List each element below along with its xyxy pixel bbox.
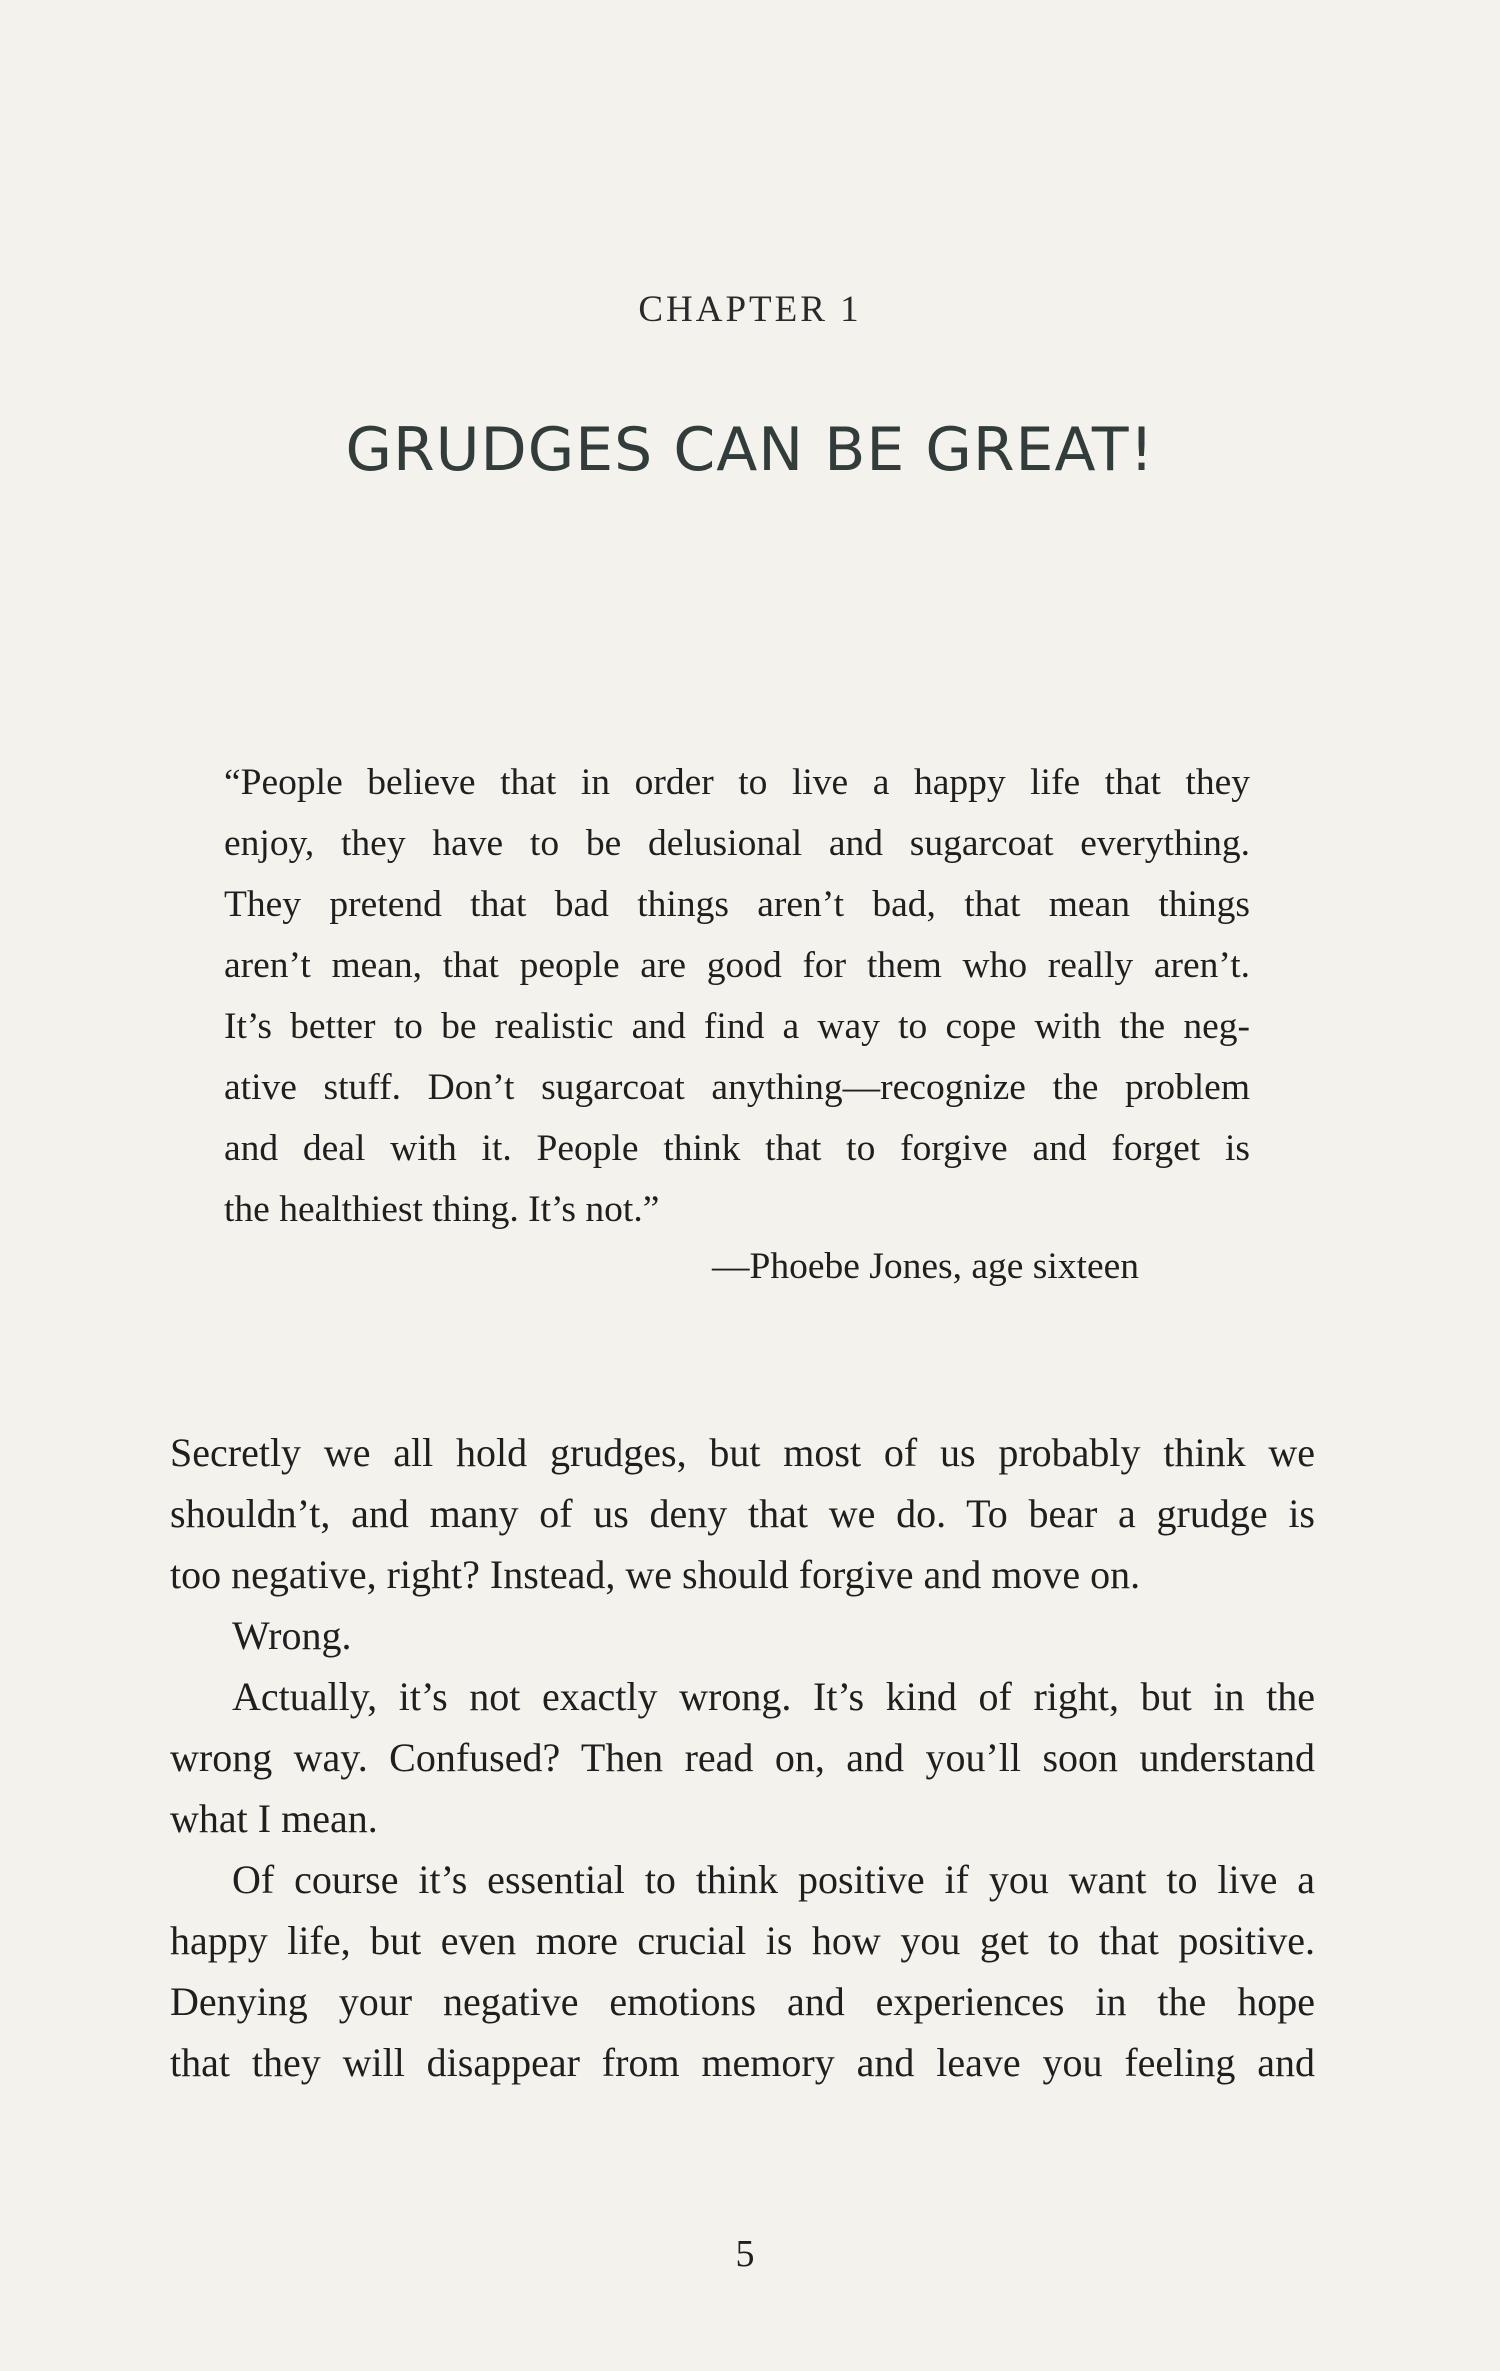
body-line: Secretly we all hold grudges, but most of us probably think we	[170, 1430, 1315, 1475]
body-line: shouldn’t, and many of us deny that we do. To bear a grudge is	[170, 1491, 1315, 1536]
epigraph-quote	[224, 752, 1250, 1240]
epigraph-line: and deal with it. People think that to forgive and forget is	[224, 1128, 1250, 1169]
epigraph-line: It’s better to be realistic and find a way to cope with the neg-	[224, 1006, 1250, 1047]
body-line: wrong way. Confused? Then read on, and you’ll soon understand	[170, 1735, 1315, 1780]
body-line: that they will disappear from memory and leave you feeling and	[170, 2040, 1315, 2085]
page-number: 5	[735, 2233, 755, 2275]
body-line: Wrong.	[232, 1613, 352, 1658]
epigraph-line: aren’t mean, that people are good for them who really aren’t.	[224, 945, 1250, 986]
epigraph-line: They pretend that bad things aren’t bad, that mean things	[224, 884, 1250, 925]
epigraph-line: “People believe that in order to live a happy life that they	[224, 762, 1250, 803]
body-line: what I mean.	[170, 1796, 378, 1841]
epigraph-line: ative stuff. Don’t sugarcoat anything—recognize the problem	[224, 1067, 1250, 1108]
chapter-label: CHAPTER 1	[638, 289, 862, 330]
chapter-title: GRUDGES CAN BE GREAT!	[345, 415, 1155, 485]
body-line: Of course it’s essential to think positive if you want to live a	[232, 1857, 1315, 1902]
body-line: Actually, it’s not exactly wrong. It’s kind of right, but in the	[232, 1674, 1315, 1719]
body-line: happy life, but even more crucial is how you get to that positive.	[170, 1918, 1315, 1963]
body-line: Denying your negative emotions and experiences in the hope	[170, 1979, 1315, 2024]
epigraph-line: the healthiest thing. It’s not.”	[224, 1189, 660, 1230]
epigraph-attribution: —Phoebe Jones, age sixteen	[712, 1246, 1139, 1287]
body-line: too negative, right? Instead, we should forgive and move on.	[170, 1552, 1141, 1597]
epigraph-line: enjoy, they have to be delusional and sugarcoat everything.	[224, 823, 1250, 864]
body-text	[170, 1422, 1315, 2093]
